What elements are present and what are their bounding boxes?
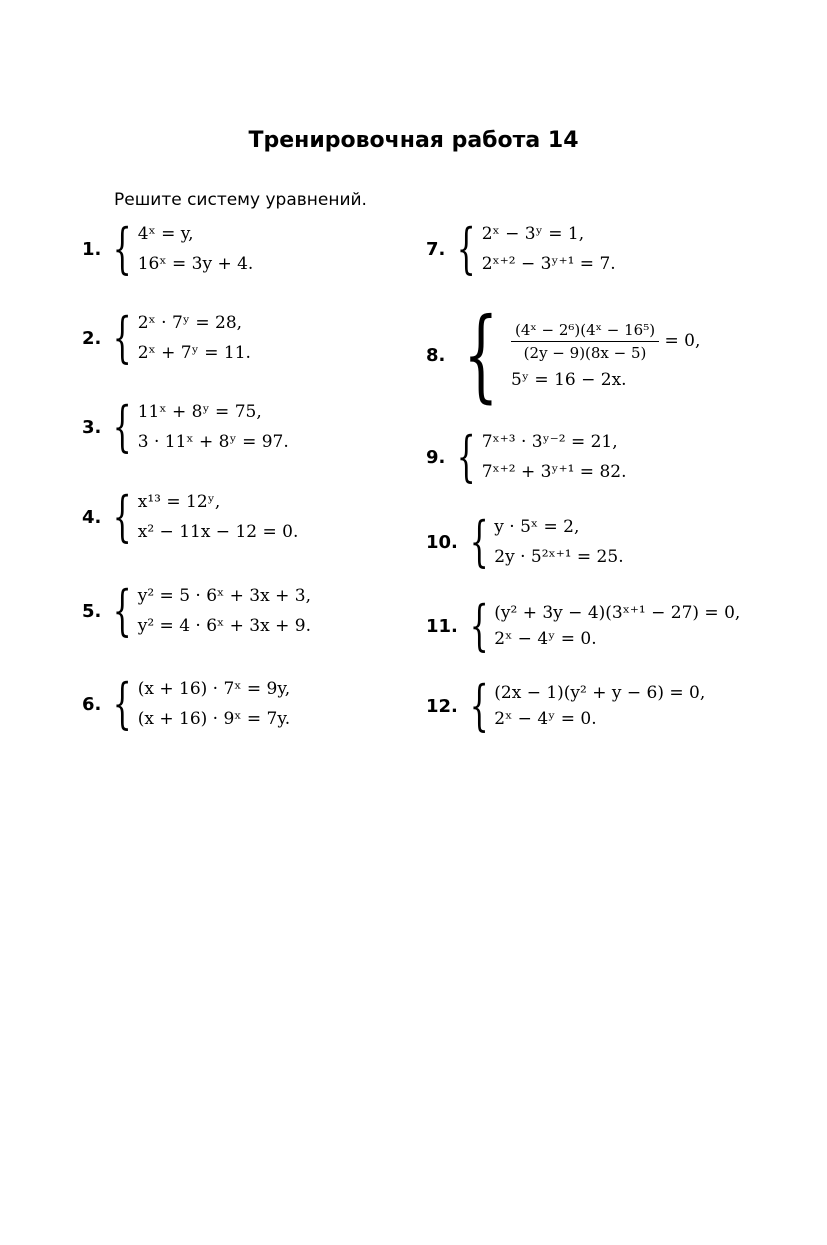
system-brace: { bbox=[463, 296, 499, 413]
fraction bbox=[511, 321, 659, 362]
equation-2: 7ˣ⁺² + 3ʸ⁺¹ = 82. bbox=[481, 462, 627, 482]
page-title: Тренировочная работа 14 bbox=[248, 128, 579, 153]
problem-10 bbox=[426, 510, 624, 573]
problem-12 bbox=[426, 674, 706, 737]
problem-number: 1. bbox=[82, 238, 102, 260]
problem-number: 8. bbox=[426, 344, 446, 366]
equation-2: (x + 16) · 9ˣ = 7y. bbox=[137, 709, 291, 729]
fraction-denominator: (2y − 9)(8x − 5) bbox=[523, 343, 647, 362]
equation-2: 2ˣ − 4ʸ = 0. bbox=[494, 629, 597, 649]
system-brace: { bbox=[113, 217, 133, 280]
problem-1 bbox=[82, 217, 254, 280]
problem-4 bbox=[82, 485, 299, 548]
problem-number: 12. bbox=[426, 695, 458, 717]
equation-1: 2ˣ · 7ʸ = 28, bbox=[137, 313, 243, 333]
problem-11 bbox=[426, 594, 741, 657]
problem-3 bbox=[82, 395, 289, 458]
problem-6 bbox=[82, 672, 291, 735]
equation-2: x² − 11x − 12 = 0. bbox=[137, 522, 299, 542]
equation-1: (y² + 3y − 4)(3ˣ⁺¹ − 27) = 0, bbox=[494, 603, 741, 623]
problem-7 bbox=[426, 217, 616, 280]
problem-number: 4. bbox=[82, 506, 102, 528]
problem-number: 11. bbox=[426, 615, 458, 637]
fraction-numerator: (4ˣ − 2⁶)(4ˣ − 16⁵) bbox=[511, 321, 659, 342]
equation-2: 5ʸ = 16 − 2x. bbox=[511, 369, 627, 390]
equation-1: 2ˣ − 3ʸ = 1, bbox=[481, 224, 585, 244]
instruction-text: Решите систему уравнений. bbox=[114, 190, 367, 210]
system-brace: { bbox=[469, 674, 489, 737]
problem-number: 2. bbox=[82, 327, 102, 349]
problem-2 bbox=[82, 306, 251, 369]
equation-2: y² = 4 · 6ˣ + 3x + 9. bbox=[137, 616, 311, 636]
equation-2: 2ˣ + 7ʸ = 11. bbox=[137, 343, 251, 363]
problem-9 bbox=[426, 425, 627, 488]
system-brace: { bbox=[113, 672, 133, 735]
problem-number: 10. bbox=[426, 531, 458, 553]
problem-8 bbox=[426, 296, 701, 413]
system-brace: { bbox=[113, 395, 133, 458]
equation-2: 2y · 5²ˣ⁺¹ = 25. bbox=[494, 547, 624, 567]
equation-1: 11ˣ + 8ʸ = 75, bbox=[137, 402, 262, 422]
equation-1: y · 5ˣ = 2, bbox=[494, 517, 580, 537]
equation-1: y² = 5 · 6ˣ + 3x + 3, bbox=[137, 586, 311, 606]
equation-1: 7ˣ⁺³ · 3ʸ⁻² = 21, bbox=[481, 432, 618, 452]
equation-1: 4ˣ = y, bbox=[137, 224, 194, 244]
system-brace: { bbox=[113, 306, 133, 369]
equation-1: (x + 16) · 7ˣ = 9y, bbox=[137, 679, 291, 699]
equation-2: 2ˣ − 4ʸ = 0. bbox=[494, 709, 597, 729]
problem-number: 9. bbox=[426, 446, 446, 468]
problem-5 bbox=[82, 579, 311, 642]
equation-2: 2ˣ⁺² − 3ʸ⁺¹ = 7. bbox=[481, 254, 616, 274]
problem-number: 3. bbox=[82, 416, 102, 438]
equation-tail: = 0, bbox=[664, 330, 701, 351]
problem-number: 6. bbox=[82, 693, 102, 715]
system-brace: { bbox=[457, 217, 477, 280]
equation-1: (2x − 1)(y² + y − 6) = 0, bbox=[494, 683, 706, 703]
system-brace: { bbox=[469, 510, 489, 573]
equation-1 bbox=[511, 321, 700, 362]
problem-number: 5. bbox=[82, 600, 102, 622]
equation-2: 3 · 11ˣ + 8ʸ = 97. bbox=[137, 432, 289, 452]
problem-number: 7. bbox=[426, 238, 446, 260]
system-brace: { bbox=[113, 579, 133, 642]
system-brace: { bbox=[457, 425, 477, 488]
system-brace: { bbox=[113, 485, 133, 548]
system-brace: { bbox=[469, 594, 489, 657]
equation-2: 16ˣ = 3y + 4. bbox=[137, 254, 254, 274]
equation-1: x¹³ = 12ʸ, bbox=[137, 492, 221, 512]
